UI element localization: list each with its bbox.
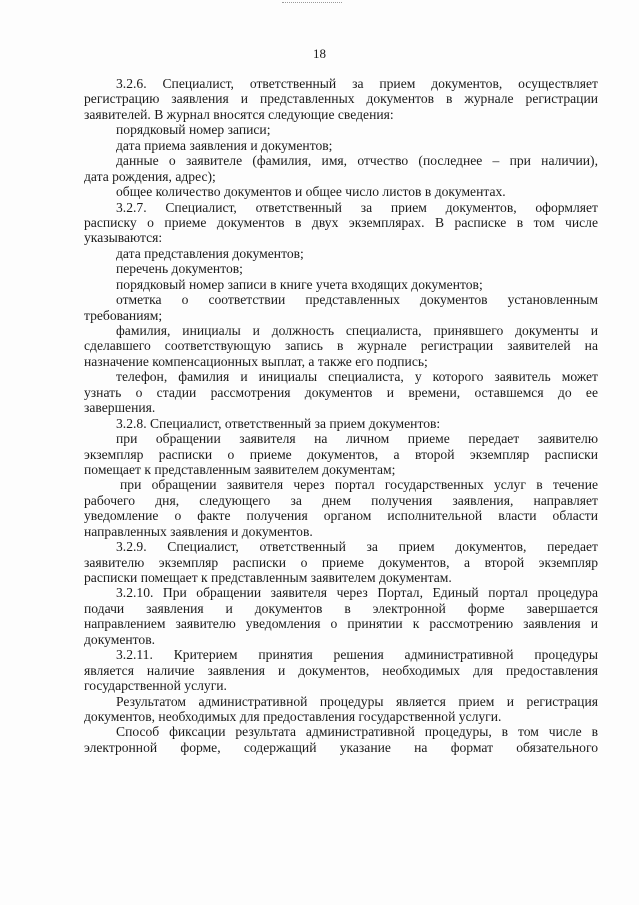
text-line: 3.2.6. Специалист, ответственный за прием документов, осуществляет (116, 76, 598, 91)
text-line: дата приема заявления и документов; (116, 137, 333, 153)
text-line: электронной форме, содержащий указание на формат обязательного (84, 739, 598, 755)
text-line: указываются: (84, 230, 163, 246)
text-line: завершения. (84, 400, 156, 416)
text-line: дата представления документов; (116, 245, 304, 261)
text-line: помещает к представленным заявителем документам; (84, 461, 396, 477)
text-line: 3.2.7. Специалист, ответственный за прием документов, оформляет (116, 199, 598, 215)
text-line: экземпляр расписки о приеме документов, а второй экземпляр расписки (84, 446, 598, 462)
text-line: 3.2.10. При обращении заявителя через Портал, Единый портал процедура (116, 585, 598, 601)
scan-artifact (282, 2, 342, 5)
text-line: перечень документов; (116, 261, 243, 277)
text-line: отметка о соответствии представленных документов установленным (116, 292, 598, 308)
text-line: при обращении заявителя на личном приеме передает заявителю (116, 431, 598, 447)
text-line: 3.2.8. Специалист, ответственный за прием документов: (116, 415, 441, 431)
text-line: заявителю экземпляр расписки о приеме документов, а второй экземпляр (84, 554, 598, 570)
text-line: направленных заявления и документов. (84, 523, 313, 539)
text-line: заявителей. В журнал вносятся следующие сведения: (84, 106, 394, 122)
text-line: дата рождения, адрес); (84, 168, 216, 184)
text-line: рабочего дня, следующего за днем получения заявления, направляет (84, 492, 598, 508)
text-line: узнать о стадии рассмотрения документов и времени, оставшемся до ее (84, 384, 598, 400)
text-line: документов, необходимых для предоставления государственной услуги. (84, 708, 502, 724)
text-line: расписки помещает к представленным заявителем документам. (84, 570, 452, 585)
text-line: порядковый номер записи; (116, 122, 271, 138)
text-line: уведомление о факте получения органом исполнительной власти области (84, 508, 598, 524)
text-line: назначение компенсационных выплат, а также его подпись; (84, 353, 428, 369)
text-line: сделавшего соответствующую запись в журнале регистрации заявителей на (84, 338, 598, 354)
text-line: государственной услуги. (84, 678, 227, 694)
document-body (84, 76, 598, 755)
text-line: при обращении заявителя через портал государственных услуг в течение (120, 477, 598, 493)
text-line: данные о заявителе (фамилия, имя, отчество (последнее – при наличии), (116, 153, 598, 169)
text-line: требованиям; (84, 307, 163, 323)
text-line: регистрацию заявления и представленных документов в журнале регистрации (84, 91, 598, 107)
text-line: документов. (84, 631, 156, 647)
text-line: подачи заявления и документов в электронной форме завершается (84, 600, 598, 616)
text-line: порядковый номер записи в книге учета входящих документов; (116, 276, 483, 292)
text-line: Результатом административной процедуры является прием и регистрация (116, 693, 598, 709)
text-line: расписку о приеме документов в двух экземплярах. В расписке в том числе (84, 214, 598, 230)
text-line: телефон, фамилия и инициалы специалиста, у которого заявитель может (116, 369, 598, 385)
text-line: направлением заявителю уведомления о принятии к рассмотрению заявления и (84, 616, 598, 632)
text-line: Способ фиксации результата административной процедуры, в том числе в (116, 724, 598, 740)
text-line: является наличие заявления и документов, необходимых для предоставления (84, 662, 598, 678)
text-line: общее количество документов и общее число листов в документах. (116, 184, 506, 200)
page-number: 18 (313, 46, 326, 61)
text-line: 3.2.9. Специалист, ответственный за прием документов, передает (116, 539, 598, 555)
text-line: 3.2.11. Критерием принятия решения административной процедуры (116, 647, 598, 663)
text-line: фамилия, инициалы и должность специалиста, принявшего документы и (116, 323, 598, 338)
